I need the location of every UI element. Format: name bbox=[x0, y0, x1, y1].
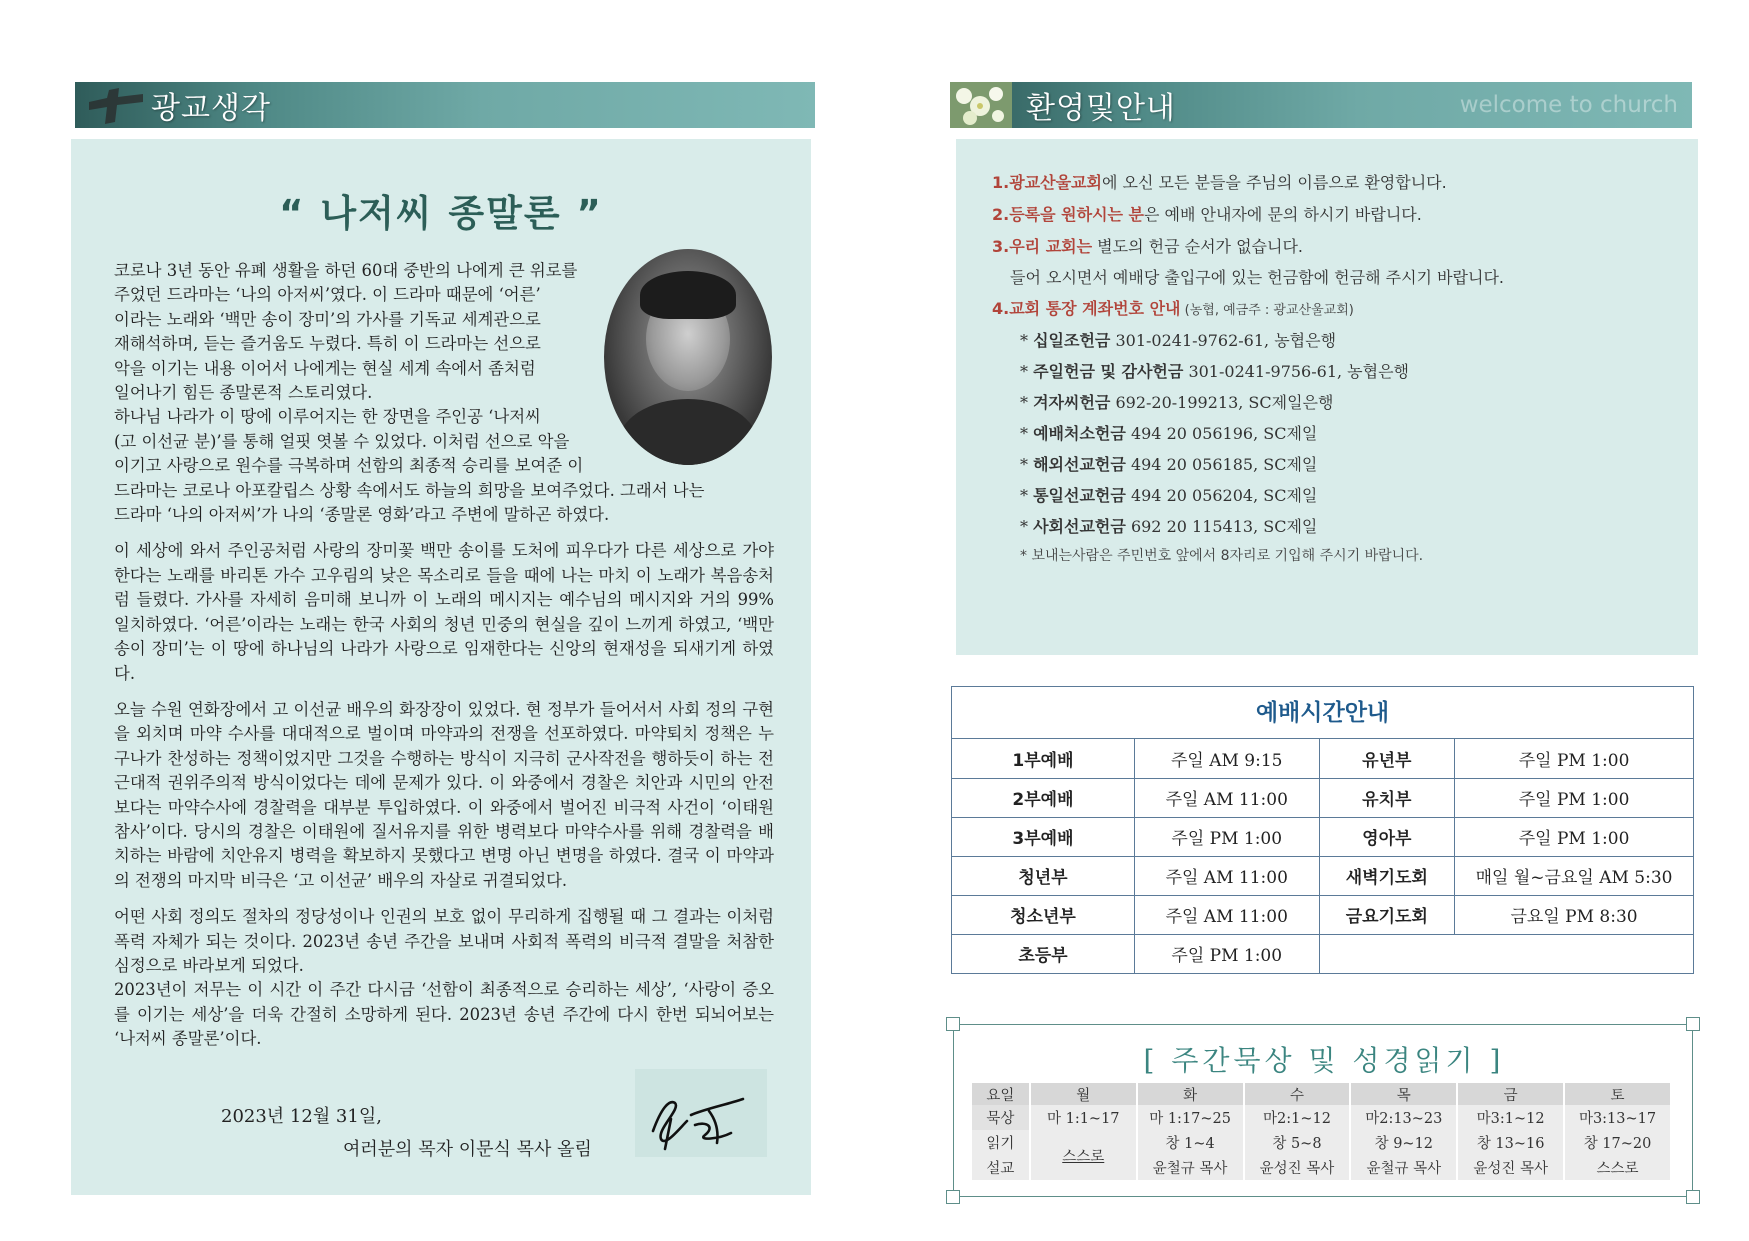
article-paragraph-4: 어떤 사회 정의도 절차의 정당성이나 인권의 보호 없이 무리하게 집행될 때 그 결과는 이처럼 폭력 자체가 되는 것이다. 2023년 송년 주간을 보내며 사회적 폭력의 비극적 결말을 처참한 심정으로 바라보게 되었다. bbox=[114, 907, 774, 975]
article-date: 2023년 12월 31일, bbox=[221, 1106, 382, 1127]
article-paragraph-5: 2023년이 저무는 이 시간 이 주간 다시금 ‘선함이 최종적으로 승리하는 세상’, ‘사랑이 증오를 이기는 세상’을 더욱 간절히 소망하게 된다. 2023년 송년 주간에 다시 한번 되뇌어보는 ‘나저씨 종말론’이다. bbox=[114, 980, 774, 1049]
info-number: 2. bbox=[992, 205, 1010, 224]
article-line: 드라마는 코로나 아포칼립스 상황 속에서도 하늘의 희망을 보여주었다. 그래서 나는 bbox=[114, 480, 705, 500]
account-row bbox=[992, 511, 1672, 542]
reading-header: 수 bbox=[1244, 1083, 1351, 1105]
worship-table bbox=[952, 739, 1693, 973]
account-number: 692 20 115413, SC제일 bbox=[1130, 517, 1318, 536]
worship-time: 주일 AM 11:00 bbox=[1134, 856, 1319, 895]
info-number: 1. bbox=[992, 173, 1010, 192]
reading-cell: 마 1:17~25 bbox=[1137, 1105, 1244, 1130]
worship-label: 금요기도회 bbox=[1319, 895, 1455, 934]
account-name: 주일헌금 및 감사헌금 bbox=[1033, 362, 1184, 381]
signature-icon bbox=[635, 1069, 767, 1157]
info-number: 4. bbox=[992, 299, 1010, 318]
info-highlight: 우리 교회는 bbox=[1009, 237, 1093, 256]
left-header-title: 광교생각 bbox=[151, 91, 271, 126]
account-name: 사회선교헌금 bbox=[1033, 517, 1126, 536]
account-row bbox=[992, 480, 1672, 511]
left-section-header bbox=[75, 82, 815, 128]
account-row bbox=[992, 387, 1672, 418]
reading-row-label: 묵상 bbox=[972, 1105, 1030, 1130]
reading-header-row bbox=[972, 1083, 1671, 1105]
info-text: 에 오신 모든 분들을 주님의 이름으로 환영합니다. bbox=[1101, 173, 1447, 192]
frame-corner bbox=[1686, 1190, 1700, 1204]
account-bullet: * bbox=[1020, 455, 1028, 474]
article-paragraph-1 bbox=[114, 259, 774, 527]
account-bullet: * bbox=[1020, 424, 1028, 443]
worship-label: 초등부 bbox=[952, 934, 1134, 973]
info-item-offering bbox=[992, 231, 1672, 263]
worship-time: 주일 AM 11:00 bbox=[1134, 778, 1319, 817]
reading-table bbox=[972, 1083, 1672, 1180]
reading-header: 금 bbox=[1457, 1083, 1564, 1105]
article-line: 악을 이기는 내용 이어서 나에게는 현실 세계 속에서 좀처럼 bbox=[114, 358, 536, 378]
account-row bbox=[992, 449, 1672, 480]
worship-empty-cell bbox=[1319, 934, 1693, 973]
reading-cell: 마2:13~23 bbox=[1350, 1105, 1457, 1130]
reading-cell: 창 17~20 bbox=[1564, 1130, 1671, 1155]
info-offering-detail: 들어 오시면서 예배당 출입구에 있는 헌금함에 헌금해 주시기 바랍니다. bbox=[1010, 268, 1504, 287]
worship-label: 2부예배 bbox=[952, 778, 1134, 817]
reading-cell-self: 스스로 bbox=[1030, 1130, 1137, 1180]
account-row bbox=[992, 418, 1672, 449]
reading-row-meditation bbox=[972, 1105, 1671, 1130]
reading-header: 월 bbox=[1030, 1083, 1137, 1105]
frame-corner bbox=[946, 1017, 960, 1031]
worship-row bbox=[952, 934, 1693, 973]
worship-label: 영아부 bbox=[1319, 817, 1455, 856]
account-bullet: * bbox=[1020, 331, 1028, 350]
worship-time: 주일 PM 1:00 bbox=[1455, 739, 1693, 778]
reading-cell: 마3:1~12 bbox=[1457, 1105, 1564, 1130]
account-number: 494 20 056185, SC제일 bbox=[1130, 455, 1318, 474]
info-item-accounts bbox=[992, 293, 1672, 325]
account-name: 통일선교헌금 bbox=[1033, 486, 1126, 505]
reading-cell: 마2:1~12 bbox=[1244, 1105, 1351, 1130]
account-number: 301-0241-9756-61, 농협은행 bbox=[1188, 362, 1409, 381]
info-highlight: 광교산울교회 bbox=[1009, 173, 1102, 192]
reading-cell: 윤성진 목사 bbox=[1457, 1155, 1564, 1180]
worship-title: 예배시간안내 bbox=[952, 687, 1693, 739]
account-number: 494 20 056196, SC제일 bbox=[1130, 424, 1318, 443]
worship-label: 청소년부 bbox=[952, 895, 1134, 934]
reading-header: 토 bbox=[1564, 1083, 1671, 1105]
article-line: 이라는 노래와 ‘백만 송이 장미’의 가사를 기독교 세계관으로 bbox=[114, 309, 541, 329]
right-header-title: 환영및안내 bbox=[1026, 91, 1176, 126]
worship-schedule bbox=[951, 686, 1694, 974]
reading-header: 목 bbox=[1350, 1083, 1457, 1105]
account-name: 해외선교헌금 bbox=[1033, 455, 1126, 474]
article-line: 하나님 나라가 이 땅에 이루어지는 한 장면을 주인공 ‘나저씨 bbox=[114, 407, 541, 427]
reading-row-label: 설교 bbox=[972, 1155, 1030, 1180]
reading-cell: 윤성진 목사 bbox=[1244, 1155, 1351, 1180]
reading-cell: 윤철규 목사 bbox=[1350, 1155, 1457, 1180]
reading-cell: 스스로 bbox=[1564, 1155, 1671, 1180]
article-title: “ 나저씨 종말론 ” bbox=[279, 192, 603, 235]
info-text: 은 예배 안내자에 문의 하시기 바랍니다. bbox=[1144, 205, 1422, 224]
reading-cell: 창 5~8 bbox=[1244, 1130, 1351, 1155]
info-highlight: 교회 통장 계좌번호 안내 bbox=[1009, 299, 1181, 318]
article-line: 주었던 드라마는 ‘나의 아저씨’였다. 이 드라마 때문에 ‘어른’ bbox=[114, 285, 541, 305]
reading-cell: 윤철규 목사 bbox=[1137, 1155, 1244, 1180]
worship-row bbox=[952, 856, 1693, 895]
info-list bbox=[992, 167, 1672, 570]
worship-label: 유년부 bbox=[1319, 739, 1455, 778]
worship-label: 유치부 bbox=[1319, 778, 1455, 817]
weekly-reading bbox=[953, 1024, 1693, 1197]
article-line: 일어나기 힘든 종말론적 스토리였다. bbox=[114, 383, 373, 403]
worship-row bbox=[952, 739, 1693, 778]
account-note: * 보내는사람은 주민번호 앞에서 8자리로 기입해 주시기 바랍니다. bbox=[1020, 548, 1424, 564]
cross-icon bbox=[85, 88, 145, 124]
account-row bbox=[992, 325, 1672, 356]
worship-time: 주일 PM 1:00 bbox=[1134, 817, 1319, 856]
right-header-tagline: welcome to church bbox=[1459, 92, 1678, 118]
account-bullet: * bbox=[1020, 486, 1028, 505]
right-section-header bbox=[950, 82, 1692, 128]
reading-cell: 창 9~12 bbox=[1350, 1130, 1457, 1155]
signature-box bbox=[635, 1069, 767, 1157]
worship-time: 주일 PM 1:00 bbox=[1455, 817, 1693, 856]
worship-time: 매일 월~금요일 AM 5:30 bbox=[1455, 856, 1693, 895]
info-number: 3. bbox=[992, 237, 1010, 256]
account-number: 692-20-199213, SC제일은행 bbox=[1115, 393, 1334, 412]
worship-time: 주일 PM 1:00 bbox=[1134, 934, 1319, 973]
worship-label: 청년부 bbox=[952, 856, 1134, 895]
article-line: (고 이선균 분)’를 통해 얼핏 엿볼 수 있었다. 이처럼 선으로 악을 bbox=[114, 431, 570, 451]
article-line: 드라마 ‘나의 아저씨’가 나의 ‘종말론 영화’라고 주변에 말하곤 하였다. bbox=[114, 505, 610, 525]
account-name: 십일조헌금 bbox=[1033, 331, 1111, 350]
worship-time: 주일 PM 1:00 bbox=[1455, 778, 1693, 817]
info-small-text: (농협, 예금주 : 광교산울교회) bbox=[1180, 303, 1354, 318]
worship-time: 주일 AM 9:15 bbox=[1134, 739, 1319, 778]
frame-corner bbox=[946, 1190, 960, 1204]
article-paragraph-2: 이 세상에 와서 주인공처럼 사랑의 장미꽃 백만 송이를 도처에 피우다가 다른 세상으로 가야 한다는 노래를 바리톤 가수 고우림의 낮은 목소리로 들을 때에 나는 마치 이 노래가 복음송처럼 들렸다. 가사를 자세히 음미해 보니까 이 노래의 메시지는 예수님의 메시지와 거의 99% 일치하였다. ‘어른’이라는 노래는 한국 사회의 청년 민중의 현실을 깊이 느끼게 하였고, ‘백만 송이 장미’는 이 땅에 하나님의 나라가 사랑으로 임재한다는 신앙의 현재성을 되새기게 하였다. bbox=[114, 541, 774, 683]
reading-header: 요일 bbox=[972, 1083, 1030, 1105]
article-paragraph-3: 오늘 수원 연화장에서 고 이선균 배우의 화장장이 있었다. 현 정부가 들어서서 사회 정의 구현을 외치며 마약 수사를 대대적으로 벌이며 마약과의 전쟁을 선포하였다. 마약퇴치 정책은 누구나가 찬성하는 정책이었지만 그것을 수행하는 방식이 지극히 군사작전을 행하듯이 하는 전근대적 권위주의적 방식이었다는 데에 문제가 있다. 이 와중에서 경찰은 치안과 시민의 안전보다는 마약수사에 경찰력을 대부분 투입하였다. 이 와중에서 벌어진 비극적 사건이 ‘이태원 참사’이다. 당시의 경찰은 이태원에 질서유지를 위한 병력보다 마약수사를 위해 경찰력을 배치하는 바람에 치안유지 병력을 확보하지 못했다고 변명 아닌 변명을 하였다. 결국 이 마약과의 전쟁의 마지막 비극은 ‘고 이선균’ 배우의 자살로 귀결되었다. bbox=[114, 699, 774, 890]
flower-icon bbox=[950, 82, 1012, 128]
article-body bbox=[114, 259, 774, 1064]
worship-time: 금요일 PM 8:30 bbox=[1455, 895, 1693, 934]
worship-row bbox=[952, 817, 1693, 856]
info-highlight: 등록을 원하시는 분 bbox=[1009, 205, 1145, 224]
reading-cell: 창 13~16 bbox=[1457, 1130, 1564, 1155]
article-author: 여러분의 목자 이문식 목사 올림 bbox=[343, 1139, 592, 1160]
info-text: 별도의 헌금 순서가 없습니다. bbox=[1092, 237, 1303, 256]
worship-label: 새벽기도회 bbox=[1319, 856, 1455, 895]
reading-cell: 마3:13~17 bbox=[1564, 1105, 1671, 1130]
article-line: 코로나 3년 동안 유폐 생활을 하던 60대 중반의 나에게 큰 위로를 bbox=[114, 261, 578, 280]
worship-row bbox=[952, 895, 1693, 934]
reading-title: [ 주간묵상 및 성경읽기 ] bbox=[1143, 1044, 1505, 1077]
account-number: 494 20 056204, SC제일 bbox=[1130, 486, 1318, 505]
worship-label: 3부예배 bbox=[952, 817, 1134, 856]
account-bullet: * bbox=[1020, 362, 1028, 381]
reading-cell: 마 1:1~17 bbox=[1030, 1105, 1137, 1130]
info-panel bbox=[956, 139, 1698, 655]
frame-corner bbox=[1686, 1017, 1700, 1031]
account-name: 겨자씨헌금 bbox=[1033, 393, 1111, 412]
reading-row-label: 읽기 bbox=[972, 1130, 1030, 1155]
reading-row-reading bbox=[972, 1130, 1671, 1155]
article-panel bbox=[71, 139, 811, 1195]
worship-label: 1부예배 bbox=[952, 739, 1134, 778]
account-bullet: * bbox=[1020, 393, 1028, 412]
account-bullet: * bbox=[1020, 517, 1028, 536]
reading-cell: 창 1~4 bbox=[1137, 1130, 1244, 1155]
worship-time: 주일 AM 11:00 bbox=[1134, 895, 1319, 934]
account-row bbox=[992, 356, 1672, 387]
article-line: 재해석하며, 듣는 즐거움도 누렸다. 특히 이 드라마는 선으로 bbox=[114, 334, 541, 354]
article-line: 이기고 사랑으로 원수를 극복하며 선함의 최종적 승리를 보여준 이 bbox=[114, 456, 584, 476]
account-number: 301-0241-9762-61, 농협은행 bbox=[1115, 331, 1337, 350]
worship-row bbox=[952, 778, 1693, 817]
info-item-welcome bbox=[992, 167, 1672, 199]
account-name: 예배처소헌금 bbox=[1033, 424, 1126, 443]
info-item-registration bbox=[992, 199, 1672, 231]
reading-header: 화 bbox=[1137, 1083, 1244, 1105]
